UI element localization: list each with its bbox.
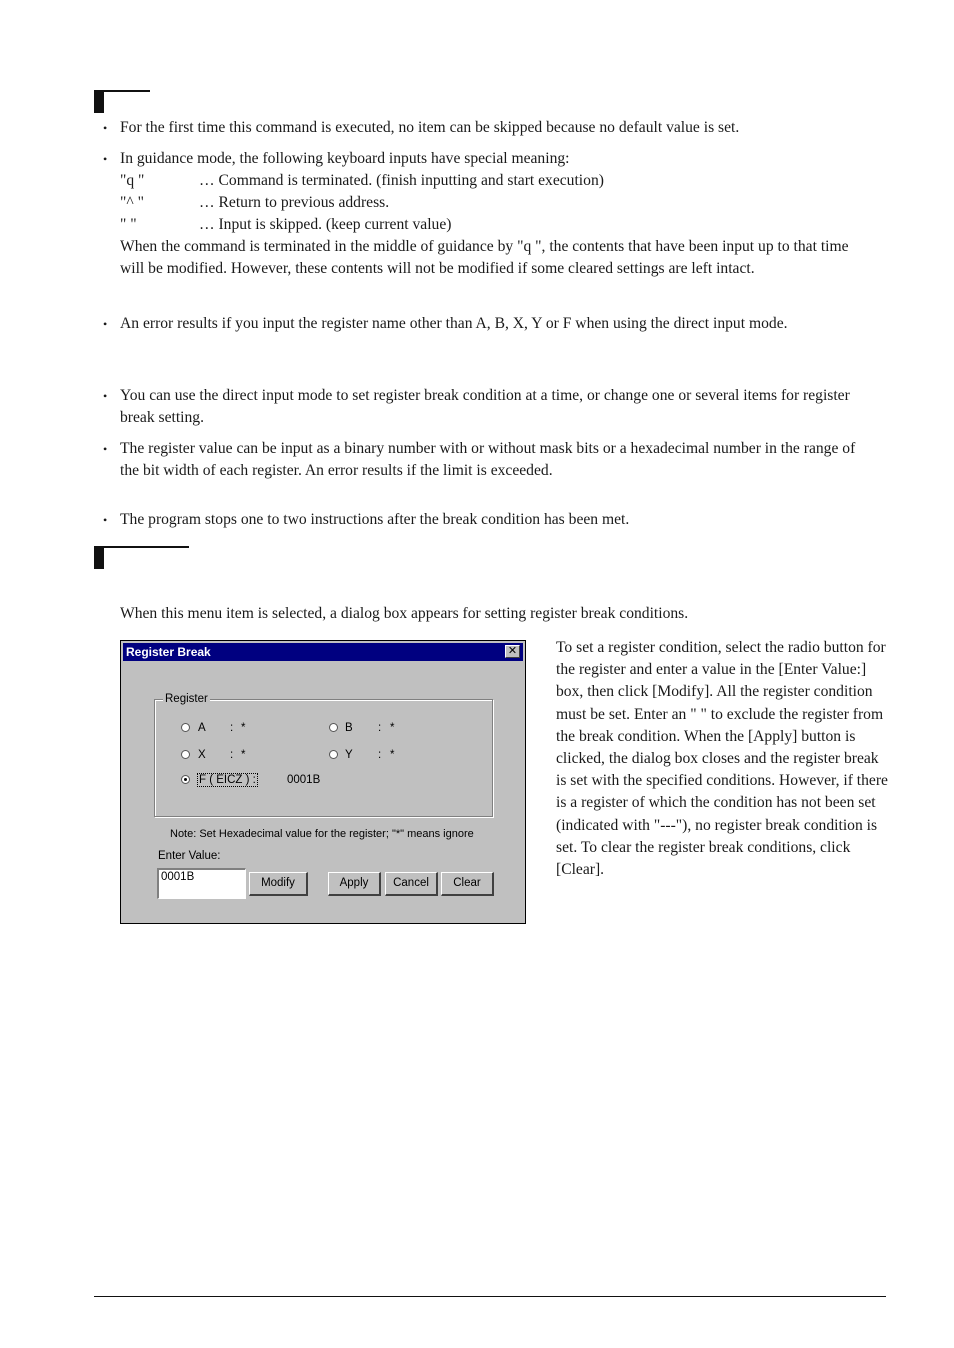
radio-circle-icon[interactable]	[329, 723, 338, 732]
bullet-icon: •	[103, 317, 108, 331]
radio-circle-icon[interactable]	[181, 750, 190, 759]
enter-value-input[interactable]: 0001B	[157, 868, 246, 899]
dialog-titlebar[interactable]	[123, 643, 523, 661]
bullet-icon: •	[103, 389, 108, 403]
dialog-note: Note: Set Hexadecimal value for the register; "*" means ignore	[170, 828, 474, 840]
register-break-dialog	[120, 640, 526, 924]
register-value: *	[241, 722, 246, 734]
bullet-icon: •	[103, 121, 108, 135]
radio-circle-icon[interactable]	[181, 723, 190, 732]
radio-circle-icon[interactable]	[181, 775, 190, 784]
register-separator: :	[230, 722, 234, 734]
register-value: *	[241, 749, 246, 761]
dialog-description: To set a register condition, select the radio button for the register and enter a value in the [Enter Value:] box, then click [Modify]. All the register condition must be set. Enter an " " to exclude the register from the break condition. When the [Apply] button is clicked, the dialog box closes and the register break is set with the specified conditions. However, if there is a register of which the condition has not been set (indicated with "---"), no register break condition is set. To clear the register break conditions, click [Clear].	[556, 639, 888, 879]
bullet-icon: •	[103, 152, 108, 166]
clear-button[interactable]: Clear	[441, 872, 494, 896]
dialog-title: Register Break	[126, 645, 211, 659]
bullet-icon: •	[103, 442, 108, 456]
bullet-icon: •	[103, 513, 108, 527]
register-value: 0001B	[287, 774, 321, 786]
cancel-button[interactable]: Cancel	[385, 872, 438, 896]
register-separator: :	[378, 749, 382, 761]
key-name: "q "	[120, 172, 145, 189]
radio-label: B	[345, 722, 353, 734]
register-value: *	[390, 722, 395, 734]
enter-value-label: Enter Value:	[158, 850, 221, 862]
radio-circle-icon[interactable]	[329, 750, 338, 759]
register-value: *	[390, 749, 395, 761]
register-separator: :	[230, 749, 234, 761]
key-description: … Return to previous address.	[199, 194, 390, 211]
radio-label: Y	[345, 749, 353, 761]
footer-divider	[94, 1296, 886, 1297]
radio-label: F ( EICZ ) :	[199, 774, 256, 786]
close-icon[interactable]: ✕	[505, 645, 520, 658]
key-description: … Input is skipped. (keep current value)	[199, 216, 452, 233]
key-description: … Command is terminated. (finish inputting and start execution)	[199, 172, 604, 189]
radio-label: A	[198, 722, 206, 734]
radio-label: X	[198, 749, 206, 761]
key-name: "^ "	[120, 194, 144, 211]
gui-intro: When this menu item is selected, a dialog box appears for setting register break conditions.	[120, 605, 689, 622]
register-separator: :	[378, 722, 382, 734]
register-group-label: Register	[165, 693, 208, 705]
modify-button[interactable]: Modify	[249, 872, 308, 896]
guidance-note: When the command is terminated in the middle of guidance by "q ", the contents that have been input up to that time will be modified. However, these contents will not be modified if some cleared settings are left intact.	[120, 238, 849, 278]
key-name: " "	[120, 216, 137, 233]
apply-button[interactable]: Apply	[328, 872, 381, 896]
